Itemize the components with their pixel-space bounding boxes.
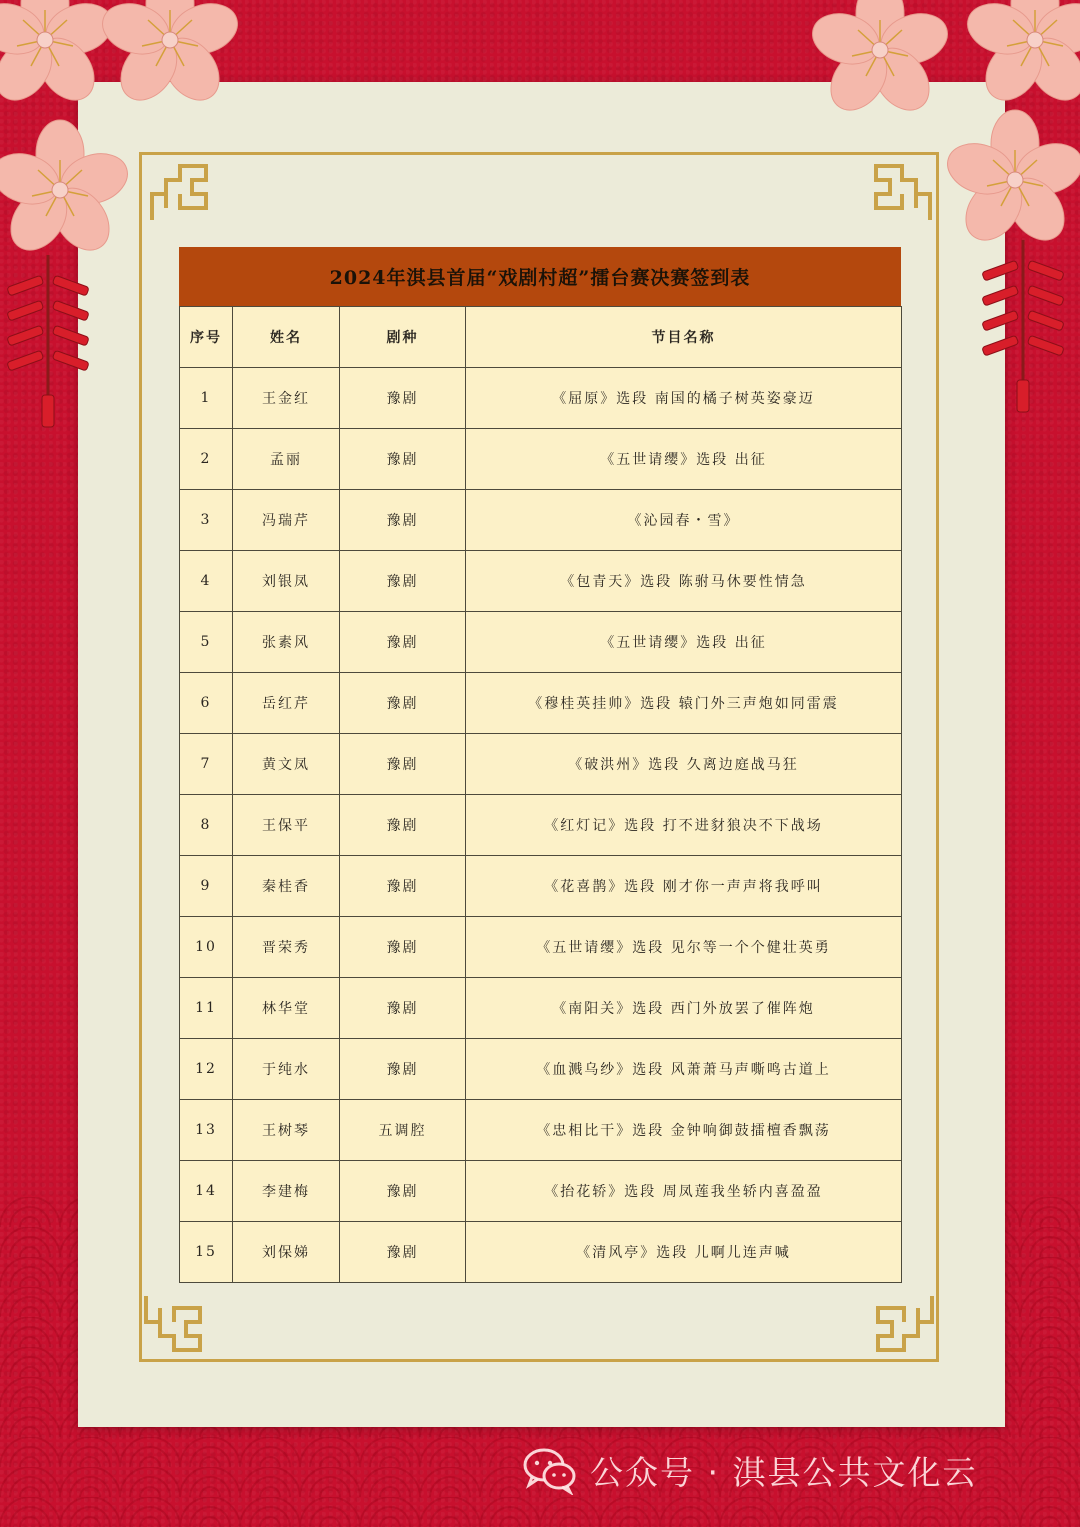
- cell-name: 王树琴: [233, 1100, 340, 1161]
- cell-genre: 豫剧: [340, 612, 466, 673]
- cell-genre: 豫剧: [340, 856, 466, 917]
- cell-index: 6: [180, 673, 233, 734]
- cell-name: 岳红芹: [233, 673, 340, 734]
- cell-genre: 豫剧: [340, 368, 466, 429]
- cell-name: 林华堂: [233, 978, 340, 1039]
- table-title: 2024年淇县首届“戏剧村超”擂台赛决赛签到表: [179, 247, 901, 306]
- cell-index: 1: [180, 368, 233, 429]
- cell-program: 《五世请缨》选段 出征: [466, 429, 902, 490]
- cell-name: 李建梅: [233, 1161, 340, 1222]
- cell-program: 《穆桂英挂帅》选段 辕门外三声炮如同雷震: [466, 673, 902, 734]
- cell-program: 《忠相比干》选段 金钟响御鼓擂檀香飘荡: [466, 1100, 902, 1161]
- cell-index: 11: [180, 978, 233, 1039]
- cell-index: 13: [180, 1100, 233, 1161]
- firecracker-left: [0, 255, 100, 435]
- cell-index: 14: [180, 1161, 233, 1222]
- table-row: [180, 673, 902, 734]
- table-row: [180, 429, 902, 490]
- table-row: [180, 490, 902, 551]
- cell-name: 晋荣秀: [233, 917, 340, 978]
- header-name: 姓名: [233, 307, 340, 368]
- corner-knot-bottom-right: [872, 1290, 938, 1356]
- cell-genre: 豫剧: [340, 734, 466, 795]
- cell-genre: 豫剧: [340, 673, 466, 734]
- cell-name: 于纯水: [233, 1039, 340, 1100]
- cell-index: 9: [180, 856, 233, 917]
- cell-name: 张素风: [233, 612, 340, 673]
- cell-genre: 豫剧: [340, 1039, 466, 1100]
- table-row: [180, 917, 902, 978]
- corner-knot-bottom-left: [140, 1290, 206, 1356]
- firecracker-right: [975, 240, 1075, 420]
- table-row: [180, 1222, 902, 1283]
- cell-program: 《南阳关》选段 西门外放罢了催阵炮: [466, 978, 902, 1039]
- wechat-icon: [522, 1445, 578, 1495]
- table-row: [180, 856, 902, 917]
- cell-name: 秦桂香: [233, 856, 340, 917]
- cell-index: 8: [180, 795, 233, 856]
- cell-name: 孟丽: [233, 429, 340, 490]
- cell-genre: 豫剧: [340, 490, 466, 551]
- cell-program: 《包青天》选段 陈驸马休要性情急: [466, 551, 902, 612]
- cell-genre: 豫剧: [340, 551, 466, 612]
- cell-genre: 豫剧: [340, 1222, 466, 1283]
- cell-index: 2: [180, 429, 233, 490]
- cell-program: 《血溅乌纱》选段 风萧萧马声嘶鸣古道上: [466, 1039, 902, 1100]
- cell-index: 5: [180, 612, 233, 673]
- cell-name: 刘银凤: [233, 551, 340, 612]
- cell-index: 3: [180, 490, 233, 551]
- cell-index: 4: [180, 551, 233, 612]
- header-genre: 剧种: [340, 307, 466, 368]
- table-row: [180, 612, 902, 673]
- cell-program: 《抬花轿》选段 周凤莲我坐轿内喜盈盈: [466, 1161, 902, 1222]
- signin-table: [179, 306, 902, 1283]
- table-body: [180, 368, 902, 1283]
- table-row: [180, 978, 902, 1039]
- cell-genre: 豫剧: [340, 1161, 466, 1222]
- table-row: [180, 551, 902, 612]
- cell-name: 刘保娣: [233, 1222, 340, 1283]
- cell-index: 7: [180, 734, 233, 795]
- cell-program: 《红灯记》选段 打不进豺狼决不下战场: [466, 795, 902, 856]
- cell-name: 王金红: [233, 368, 340, 429]
- cell-index: 12: [180, 1039, 233, 1100]
- cell-program: 《沁园春・雪》: [466, 490, 902, 551]
- cell-program: 《破洪州》选段 久离边庭战马狂: [466, 734, 902, 795]
- cell-program: 《五世请缨》选段 出征: [466, 612, 902, 673]
- table-row: [180, 1039, 902, 1100]
- header-program: 节目名称: [466, 307, 902, 368]
- cell-index: 10: [180, 917, 233, 978]
- table-row: [180, 1161, 902, 1222]
- cell-program: 《五世请缨》选段 见尔等一个个健壮英勇: [466, 917, 902, 978]
- cell-genre: 豫剧: [340, 429, 466, 490]
- cell-genre: 豫剧: [340, 978, 466, 1039]
- signin-table-container: [179, 247, 901, 1283]
- table-row: [180, 368, 902, 429]
- cell-program: 《花喜鹊》选段 刚才你一声声将我呼叫: [466, 856, 902, 917]
- table-row: [180, 1100, 902, 1161]
- cell-genre: 豫剧: [340, 795, 466, 856]
- watermark-text: 公众号 · 淇县公共文化云: [590, 1452, 978, 1492]
- header-index: 序号: [180, 307, 233, 368]
- cell-genre: 五调腔: [340, 1100, 466, 1161]
- table-row: [180, 795, 902, 856]
- cell-name: 黄文凤: [233, 734, 340, 795]
- cell-program: 《清风亭》选段 儿啊儿连声喊: [466, 1222, 902, 1283]
- cell-index: 15: [180, 1222, 233, 1283]
- table-row: [180, 734, 902, 795]
- cell-name: 王保平: [233, 795, 340, 856]
- cell-program: 《屈原》选段 南国的橘子树英姿豪迈: [466, 368, 902, 429]
- watermark: [522, 1440, 977, 1500]
- cell-genre: 豫剧: [340, 917, 466, 978]
- table-header-row: [180, 307, 902, 368]
- cell-name: 冯瑞芹: [233, 490, 340, 551]
